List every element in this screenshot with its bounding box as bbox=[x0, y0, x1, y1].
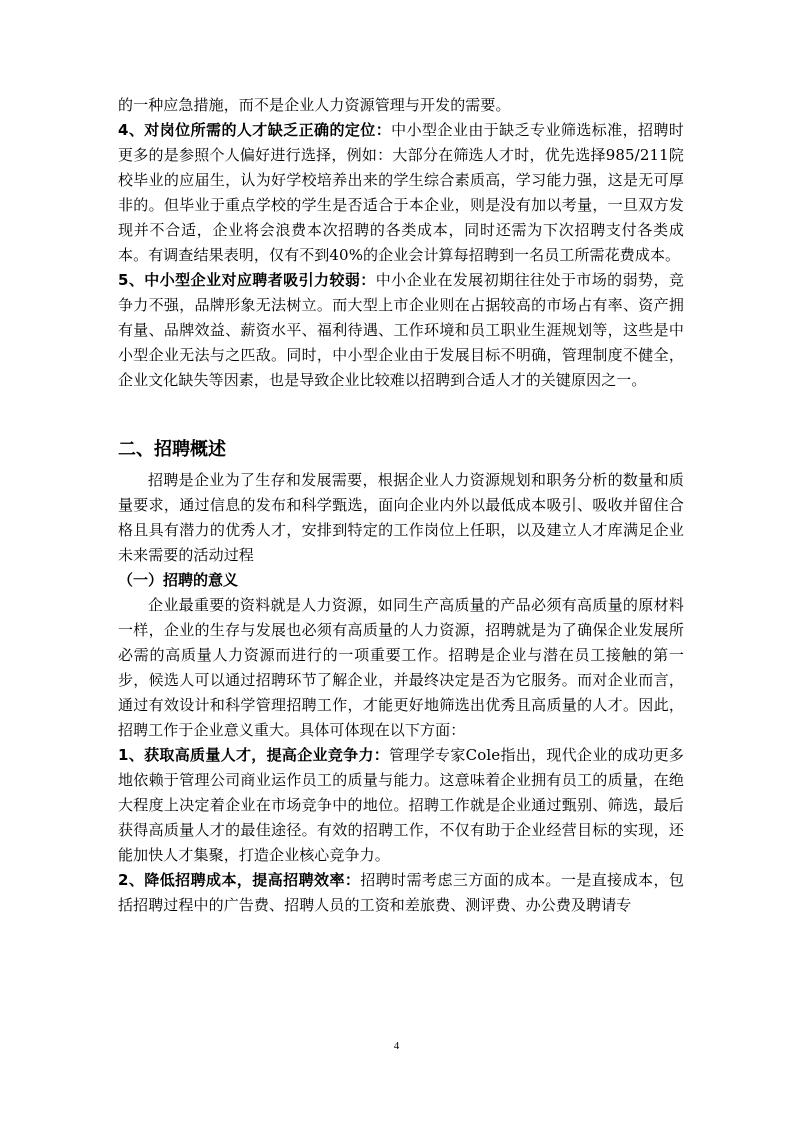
page-body bbox=[118, 93, 684, 918]
point-2-lead: 2、降低招聘成本，提高招聘效率： bbox=[118, 871, 361, 889]
subsection-1-paragraph bbox=[118, 593, 684, 743]
point-1-text: 管理学专家Cole指出，现代企业的成功更多地依赖于管理公司商业运作员工的质量与能力。这意味着企业拥有员工的质量，在绝大程度上决定着企业在市场竞争中的地位。招聘工作就是企业通过甄别、筛选，最后获得高质量人才的最佳途径。有效的招聘工作，不仅有助于企业经营目标的实现，还能加快人才集聚，打造企业核心竞争力。 bbox=[118, 746, 684, 864]
point-2-paragraph bbox=[118, 868, 684, 918]
item-4-text: 中小型企业由于缺乏专业筛选标准，招聘时更多的是参照个人偏好进行选择，例如：大部分在筛选人才时，优先选择985/211院校毕业的应届生，认为好学校培养出来的学生综合素质高，学习能力强，这是无可厚非的。但毕业于重点学校的学生是否适合于本企业，则是没有加以考量，一旦双方发现并不合适，企业将会浪费本次招聘的各类成本，同时还需为下次招聘支付各类成本。有调查结果表明，仅有不到40%的企业会计算每招聘到一名员工所需花费成本。 bbox=[118, 121, 684, 264]
section-2-text: 招聘是企业为了生存和发展需要，根据企业人力资源规划和职务分析的数量和质量要求，通过信息的发布和科学甄选，面向企业内外以最低成本吸引、吸收并留住合格且具有潜力的优秀人才，安排到特定的工作岗位上任职，以及建立人才库满足企业未来需要的活动过程 bbox=[118, 471, 684, 564]
intro-continuation-paragraph bbox=[118, 93, 684, 118]
section-2-heading: 二、招聘概述 bbox=[118, 439, 226, 460]
page-number: 4 bbox=[393, 1040, 400, 1052]
section-2-paragraph bbox=[118, 468, 684, 568]
point-2-text: 招聘时需考虑三方面的成本。一是直接成本，包括招聘过程中的广告费、招聘人员的工资和差旅费、测评费、办公费及聘请专 bbox=[118, 871, 684, 914]
subsection-1-text: 企业最重要的资料就是人力资源，如同生产高质量的产品必须有高质量的原材料一样，企业的生存与发展也必须有高质量的人力资源，招聘就是为了确保企业发展所必需的高质量人力资源而进行的一项重要工作。招聘是企业与潜在员工接触的第一步，候选人可以通过招聘环节了解企业，并最终决定是否为它服务。而对企业而言，通过有效设计和科学管理招聘工作，才能更好地筛选出优秀且高质量的人才。因此，招聘工作于企业意义重大。具体可体现在以下方面： bbox=[118, 596, 684, 739]
subsection-1-heading: （一）招聘的意义 bbox=[118, 571, 239, 589]
section-spacer bbox=[118, 393, 684, 436]
intro-continuation-text: 的一种应急措施，而不是企业人力资源管理与开发的需要。 bbox=[118, 96, 511, 114]
item-5-lead: 5、中小型企业对应聘者吸引力较弱： bbox=[118, 271, 376, 289]
item-5-text: 中小企业在发展初期往往处于市场的弱势，竞争力不强，品牌形象无法树立。而大型上市企业则在占据较高的市场占有率、资产拥有量、品牌效益、薪资水平、福利待遇、工作环境和员工职业生涯规划等，这些是中小型企业无法与之匹敌。同时，中小型企业由于发展目标不明确，管理制度不健全，企业文化缺失等因素，也是导致企业比较难以招聘到合适人才的关键原因之一。 bbox=[118, 271, 684, 389]
point-1-lead: 1、获取高质量人才，提高企业竞争力： bbox=[118, 746, 390, 764]
item-4-paragraph bbox=[118, 118, 684, 268]
item-4-lead: 4、对岗位所需的人才缺乏正确的定位： bbox=[118, 121, 392, 139]
point-1-paragraph bbox=[118, 743, 684, 868]
item-5-paragraph bbox=[118, 268, 684, 393]
